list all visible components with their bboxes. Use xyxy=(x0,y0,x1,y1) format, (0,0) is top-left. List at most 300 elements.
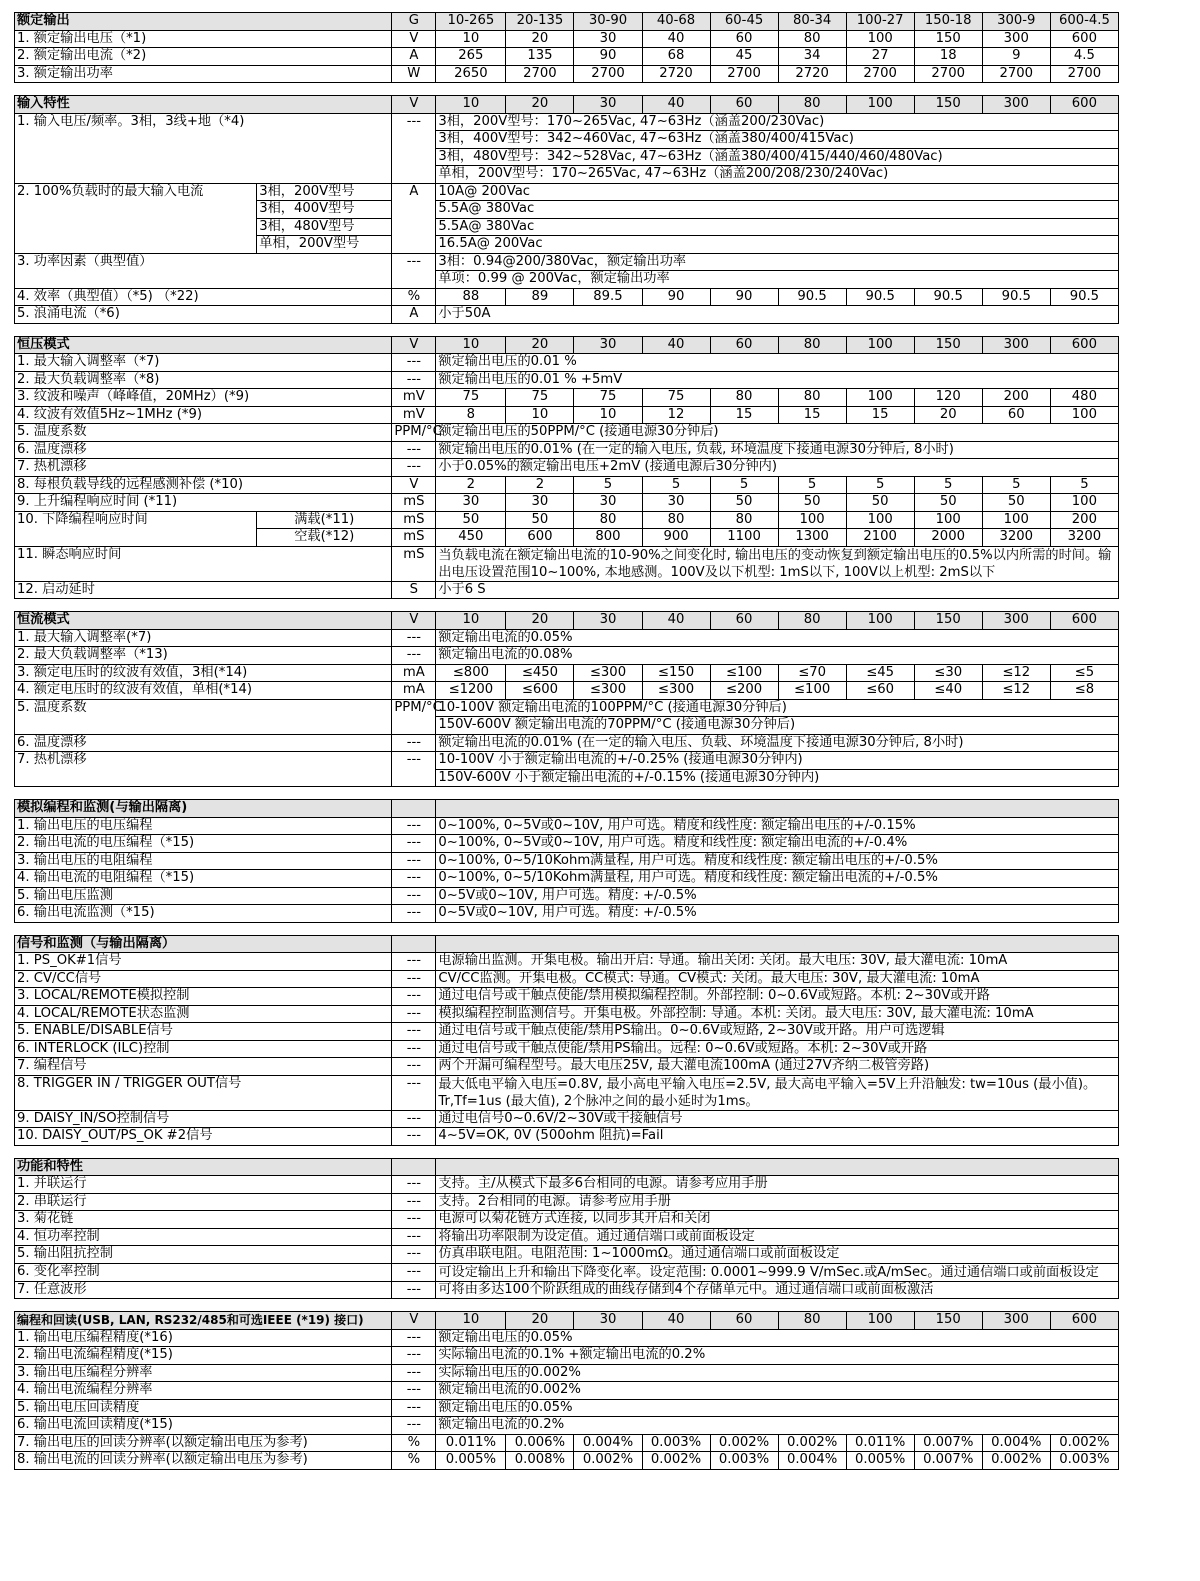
parameter-label: 3. 菊花链 xyxy=(15,1211,392,1229)
spec-row xyxy=(15,511,1119,529)
spec-cell: 2700 xyxy=(710,65,778,83)
spec-cell: ≤8 xyxy=(1050,682,1118,700)
spec-cell: 0.003% xyxy=(710,1452,778,1470)
parameter-label: 9. DAISY_IN/SO控制信号 xyxy=(15,1110,392,1128)
spec-cell: 0~5V或0~10V, 用户可选。精度: +/-0.5% xyxy=(436,905,1119,923)
spec-cell: 80 xyxy=(778,612,846,630)
spec-cell: --- xyxy=(392,1382,436,1400)
spec-cell: 9 xyxy=(982,48,1050,66)
spec-cell: 90.5 xyxy=(914,288,982,306)
spec-cell: 300-9 xyxy=(982,13,1050,31)
spec-cell: W xyxy=(392,65,436,83)
spec-row xyxy=(15,1128,1119,1146)
spec-cell: 100 xyxy=(846,1312,914,1330)
spec-cell: 80 xyxy=(778,336,846,354)
spec-cell: 0.003% xyxy=(642,1434,710,1452)
spec-cell: 额定输出电流的0.08% xyxy=(436,647,1119,665)
spec-table xyxy=(14,611,1119,787)
spec-cell: 2700 xyxy=(1050,65,1118,83)
spec-cell: 300 xyxy=(982,30,1050,48)
spec-row xyxy=(15,852,1119,870)
spec-cell: 通过电信号0~0.6V/2~30V或干接触信号 xyxy=(436,1110,1119,1128)
spec-row xyxy=(15,1058,1119,1076)
parameter-label: 7. 编程信号 xyxy=(15,1058,392,1076)
spec-cell: 100 xyxy=(982,511,1050,529)
spec-cell: S xyxy=(392,581,436,599)
spec-cell: 2100 xyxy=(846,529,914,547)
spec-cell: ≤200 xyxy=(710,682,778,700)
parameter-label: 11. 瞬态响应时间 xyxy=(15,546,392,581)
spec-cell: 2 xyxy=(506,476,574,494)
spec-cell: 5 xyxy=(914,476,982,494)
spec-cell: 3相，200V型号 xyxy=(257,183,392,201)
spec-cell: 0~100%, 0~5/10Kohm满量程, 用户可选。精度和线性度: 额定输出电流的+/-0.5% xyxy=(436,870,1119,888)
spec-row xyxy=(15,905,1119,923)
spec-cell: --- xyxy=(392,817,436,835)
spec-cell: 18 xyxy=(914,48,982,66)
spec-cell: 90.5 xyxy=(778,288,846,306)
spec-cell: 2 xyxy=(436,476,506,494)
spec-cell: V xyxy=(392,336,436,354)
spec-cell: 4~5V=OK, 0V (500ohm 阻抗)=Fail xyxy=(436,1128,1119,1146)
spec-cell: --- xyxy=(392,1128,436,1146)
spec-cell: 10 xyxy=(436,1312,506,1330)
spec-cell: 10-100V 额定输出电流的100PPM/°C (接通电源30分钟后) xyxy=(436,699,1119,717)
spec-cell: 2650 xyxy=(436,65,506,83)
spec-row xyxy=(15,65,1119,83)
spec-cell: --- xyxy=(392,1228,436,1246)
parameter-label: 2. 最大负载调整率（*13) xyxy=(15,647,392,665)
spec-cell: 20 xyxy=(914,406,982,424)
section-header-row xyxy=(15,336,1119,354)
spec-row xyxy=(15,424,1119,442)
spec-row xyxy=(15,1023,1119,1041)
parameter-label: 3. 功率因素（典型值） xyxy=(15,253,392,288)
spec-row xyxy=(15,494,1119,512)
spec-cell: 0.007% xyxy=(914,1452,982,1470)
spec-table xyxy=(14,935,1119,1146)
spec-cell: 2700 xyxy=(914,65,982,83)
spec-cell: 150-18 xyxy=(914,13,982,31)
spec-row xyxy=(15,1434,1119,1452)
spec-cell: 600 xyxy=(1050,30,1118,48)
spec-row xyxy=(15,476,1119,494)
spec-cell: 通过电信号或干触点使能/禁用PS输出。0~0.6V或短路, 2~30V或开路。用户可选逻辑 xyxy=(436,1023,1119,1041)
spec-row xyxy=(15,113,1119,131)
parameter-label: 2. 额定输出电流（*2) xyxy=(15,48,392,66)
parameter-label: 2. 最大负载调整率（*8) xyxy=(15,371,392,389)
parameter-label: 4. LOCAL/REMOTE状态监测 xyxy=(15,1005,392,1023)
spec-cell: CV/CC监测。开集电极。CC模式: 导通。CV模式: 关闭。最大电压: 30V, 最大灌电流: 10mA xyxy=(436,970,1119,988)
spec-row xyxy=(15,1329,1119,1347)
spec-cell: --- xyxy=(392,459,436,477)
spec-cell: 120 xyxy=(914,389,982,407)
spec-cell: 10 xyxy=(436,30,506,48)
spec-cell: 实际输出电压的0.002% xyxy=(436,1364,1119,1382)
spec-row xyxy=(15,406,1119,424)
section-title: 恒压模式 xyxy=(15,336,392,354)
spec-cell: 100 xyxy=(846,30,914,48)
spec-cell: 34 xyxy=(778,48,846,66)
spec-cell: ≤100 xyxy=(710,664,778,682)
spec-cell: A xyxy=(392,183,436,253)
spec-cell: 30 xyxy=(642,494,710,512)
parameter-label: 5. 浪涌电流（*6) xyxy=(15,306,392,324)
spec-cell: 80 xyxy=(710,511,778,529)
spec-cell: --- xyxy=(392,1417,436,1435)
spec-cell: 75 xyxy=(506,389,574,407)
parameter-label: 1. 最大输入调整率(*7) xyxy=(15,629,392,647)
section-header-row xyxy=(15,13,1119,31)
spec-cell: 支持。主/从模式下最多6台相同的电源。请参考应用手册 xyxy=(436,1176,1119,1194)
spec-cell: 80 xyxy=(778,30,846,48)
spec-row xyxy=(15,682,1119,700)
spec-cell: --- xyxy=(392,1281,436,1299)
spec-row xyxy=(15,1417,1119,1435)
spec-row xyxy=(15,629,1119,647)
spec-cell: --- xyxy=(392,752,436,787)
spec-cell: 额定输出电流的0.01% (在一定的输入电压、负载、环境温度下接通电源30分钟后, 8小时) xyxy=(436,734,1119,752)
parameter-label: 3. 输出电压的电阻编程 xyxy=(15,852,392,870)
spec-row xyxy=(15,371,1119,389)
spec-cell: V xyxy=(392,96,436,114)
spec-cell: 60 xyxy=(710,1312,778,1330)
parameter-label: 4. 纹波有效值5Hz~1MHz (*9) xyxy=(15,406,392,424)
spec-cell: 将输出功率限制为设定值。通过通信端口或前面板设定 xyxy=(436,1228,1119,1246)
spec-cell: 0~5V或0~10V, 用户可选。精度: +/-0.5% xyxy=(436,887,1119,905)
spec-row xyxy=(15,1246,1119,1264)
spec-cell: 5 xyxy=(1050,476,1118,494)
spec-cell: --- xyxy=(392,852,436,870)
parameter-label: 6. 输出电流监测（*15) xyxy=(15,905,392,923)
spec-cell: 30 xyxy=(574,96,642,114)
spec-cell: --- xyxy=(392,253,436,288)
spec-cell: PPM/°C xyxy=(392,424,436,442)
spec-cell: 30 xyxy=(436,494,506,512)
spec-cell: 最大低电平输入电压=0.8V, 最小高电平输入电压=2.5V, 最大高电平输入=5V上升沿触发: tw=10us (最小值)。Tr,Tf=1us (最大值), 2个脉冲之间的最小延时为1ms。 xyxy=(436,1075,1119,1110)
spec-cell: 0.002% xyxy=(1050,1434,1118,1452)
spec-cell: 2720 xyxy=(642,65,710,83)
spec-cell: mV xyxy=(392,406,436,424)
spec-cell: 60 xyxy=(710,96,778,114)
spec-cell: 2700 xyxy=(574,65,642,83)
spec-cell: --- xyxy=(392,647,436,665)
spec-cell: ≤300 xyxy=(574,682,642,700)
spec-cell: 88 xyxy=(436,288,506,306)
parameter-label: 2. 串联运行 xyxy=(15,1193,392,1211)
spec-row xyxy=(15,354,1119,372)
spec-cell: 40 xyxy=(642,612,710,630)
spec-cell: ≤45 xyxy=(846,664,914,682)
spec-cell: 150 xyxy=(914,336,982,354)
spec-row xyxy=(15,988,1119,1006)
parameter-label: 8. 输出电流的回读分辨率(以额定输出电压为参考) xyxy=(15,1452,392,1470)
spec-cell: 150 xyxy=(914,30,982,48)
spec-cell: 300 xyxy=(982,612,1050,630)
spec-cell: ≤1200 xyxy=(436,682,506,700)
spec-row xyxy=(15,48,1119,66)
parameter-label: 3相，480V型号：342~528Vac, 47~63Hz（涵盖380/400/415/440/460/480Vac) xyxy=(436,148,1119,166)
spec-cell: 100 xyxy=(846,96,914,114)
spec-cell: ≤12 xyxy=(982,682,1050,700)
parameter-label: 1. 输出电压的电压编程 xyxy=(15,817,392,835)
spec-cell: 600 xyxy=(506,529,574,547)
spec-cell: --- xyxy=(392,887,436,905)
parameter-label: 9. 上升编程响应时间 (*11) xyxy=(15,494,392,512)
spec-cell: --- xyxy=(392,1176,436,1194)
spec-cell: 20 xyxy=(506,336,574,354)
spec-cell: 额定输出电压的0.05% xyxy=(436,1399,1119,1417)
spec-cell: --- xyxy=(392,1023,436,1041)
spec-cell: 40 xyxy=(642,336,710,354)
spec-cell: 3相：0.94@200/380Vac，额定输出功率 xyxy=(436,253,1119,271)
spec-cell: 小于6 S xyxy=(436,581,1119,599)
spec-cell: 27 xyxy=(846,48,914,66)
spec-cell: 5.5A@ 380Vac xyxy=(436,201,1119,219)
spec-cell: 电源输出监测。开集电极。输出开启: 导通。输出关闭: 关闭。最大电压: 30V, 最大灌电流: 10mA xyxy=(436,953,1119,971)
parameter-label: 3相，400V型号 xyxy=(257,201,392,219)
spec-cell: 200 xyxy=(1050,511,1118,529)
spec-cell: ≤30 xyxy=(914,664,982,682)
spec-cell: mS xyxy=(392,529,436,547)
spec-cell: --- xyxy=(392,1075,436,1110)
spec-cell: --- xyxy=(392,1347,436,1365)
spec-cell: 600 xyxy=(1050,96,1118,114)
spec-cell: mA xyxy=(392,682,436,700)
spec-cell: 80 xyxy=(710,389,778,407)
spec-row xyxy=(15,1110,1119,1128)
spec-cell: mS xyxy=(392,511,436,529)
spec-row xyxy=(15,183,1119,201)
spec-cell: --- xyxy=(392,1193,436,1211)
spec-cell: 150 xyxy=(914,1312,982,1330)
spec-cell: 3200 xyxy=(982,529,1050,547)
spec-cell: % xyxy=(392,288,436,306)
spec-cell: 50 xyxy=(778,494,846,512)
spec-cell: 90 xyxy=(710,288,778,306)
spec-row xyxy=(15,817,1119,835)
spec-cell: 当负载电流在额定输出电流的10-90%之间变化时, 输出电压的变动恢复到额定输出电压的0.5%以内所需的时间。输出电压设置范围10~100%, 本地感测。100V及以下机型: 1mS以下, 100V以上机型: 2mS以下 xyxy=(436,546,1119,581)
spec-cell: ≤12 xyxy=(982,664,1050,682)
section-title: 输入特性 xyxy=(15,96,392,114)
spec-cell: --- xyxy=(392,1110,436,1128)
spec-cell: 150 xyxy=(914,96,982,114)
spec-cell: 2000 xyxy=(914,529,982,547)
spec-cell: mS xyxy=(392,546,436,581)
parameter-label: 150V-600V 小于额定输出电流的+/-0.15% (接通电源30分钟内) xyxy=(436,769,1119,787)
spec-row xyxy=(15,1347,1119,1365)
spec-cell: 600 xyxy=(1050,336,1118,354)
spec-cell: ≤300 xyxy=(574,664,642,682)
parameter-label: 5. 温度系数 xyxy=(15,424,392,442)
spec-cell: --- xyxy=(392,734,436,752)
spec-row xyxy=(15,1211,1119,1229)
parameter-label: 1. 并联运行 xyxy=(15,1176,392,1194)
spec-cell: 45 xyxy=(710,48,778,66)
spec-cell: 100 xyxy=(846,389,914,407)
spec-cell: 30 xyxy=(506,494,574,512)
spec-cell: 可将由多达100个阶跃组成的曲线存储到4个存储单元中。通过通信端口或前面板激活 xyxy=(436,1281,1119,1299)
spec-cell: 10 xyxy=(436,612,506,630)
section-title: 功能和特性 xyxy=(15,1158,392,1176)
spec-table xyxy=(14,12,1119,83)
spec-cell: 额定输出电流的0.002% xyxy=(436,1382,1119,1400)
parameter-label: 单相，200V型号：170~265Vac, 47~63Hz（涵盖200/208/230/240Vac) xyxy=(436,166,1119,184)
spec-row xyxy=(15,1382,1119,1400)
spec-row xyxy=(15,441,1119,459)
spec-cell: 0.002% xyxy=(982,1452,1050,1470)
spec-cell: 20 xyxy=(506,96,574,114)
spec-cell: 0.002% xyxy=(778,1434,846,1452)
spec-cell: 10 xyxy=(506,406,574,424)
parameter-label: 7. 输出电压的回读分辨率(以额定输出电压为参考) xyxy=(15,1434,392,1452)
spec-cell xyxy=(392,935,436,953)
spec-cell: 80 xyxy=(778,389,846,407)
spec-cell: 8 xyxy=(436,406,506,424)
spec-cell: 两个开漏可编程型号。最大电压25V, 最大灌电流100mA (通过27V齐纳二极管旁路) xyxy=(436,1058,1119,1076)
parameter-label: 1. PS_OK#1信号 xyxy=(15,953,392,971)
spec-cell: 2700 xyxy=(506,65,574,83)
spec-cell: 50 xyxy=(846,494,914,512)
spec-cell: 40-68 xyxy=(642,13,710,31)
spec-row xyxy=(15,664,1119,682)
spec-cell: 模拟编程控制监测信号。开集电极。外部控制: 导通。本机: 关闭。最大电压: 30V, 最大灌电流: 10mA xyxy=(436,1005,1119,1023)
spec-cell: 300 xyxy=(982,1312,1050,1330)
spec-cell: 3相，200V型号：170~265Vac, 47~63Hz（涵盖200/230Vac) xyxy=(436,113,1119,131)
section-header-row xyxy=(15,96,1119,114)
spec-cell: 40 xyxy=(642,96,710,114)
spec-cell: 16.5A@ 200Vac xyxy=(436,236,1119,254)
spec-row xyxy=(15,970,1119,988)
spec-row xyxy=(15,581,1119,599)
spec-cell: 电源可以菊花链方式连接, 以同步其开启和关闭 xyxy=(436,1211,1119,1229)
spec-row xyxy=(15,459,1119,477)
spec-cell: 5 xyxy=(778,476,846,494)
spec-cell: 4.5 xyxy=(1050,48,1118,66)
spec-cell: 额定输出电压的0.05% xyxy=(436,1329,1119,1347)
spec-cell: 小于0.05%的额定输出电压+2mV (接通电源后30分钟内) xyxy=(436,459,1119,477)
spec-cell: --- xyxy=(392,1211,436,1229)
spec-cell: 100 xyxy=(1050,494,1118,512)
parameter-label: 1. 额定输出电压（*1) xyxy=(15,30,392,48)
parameter-label: 3相，480V型号 xyxy=(257,218,392,236)
spec-cell: ≤100 xyxy=(778,682,846,700)
spec-cell xyxy=(392,1158,436,1176)
spec-row xyxy=(15,835,1119,853)
spec-cell: 额定输出电压的0.01% (在一定的输入电压, 负载, 环境温度下接通电源30分钟后, 8小时) xyxy=(436,441,1119,459)
spec-cell: 0.002% xyxy=(710,1434,778,1452)
spec-cell: 89 xyxy=(506,288,574,306)
spec-cell: --- xyxy=(392,1364,436,1382)
section-header-row xyxy=(15,1312,1119,1330)
parameter-label: 10. 下降编程响应时间 xyxy=(15,511,257,546)
spec-cell: 89.5 xyxy=(574,288,642,306)
spec-cell: 90.5 xyxy=(982,288,1050,306)
spec-cell: PPM/°C xyxy=(392,699,436,734)
spec-row xyxy=(15,887,1119,905)
spec-cell: 40 xyxy=(642,1312,710,1330)
parameter-label: 8. TRIGGER IN / TRIGGER OUT信号 xyxy=(15,1075,392,1110)
spec-cell: 100 xyxy=(914,511,982,529)
spec-cell: --- xyxy=(392,1005,436,1023)
spec-cell: --- xyxy=(392,1329,436,1347)
parameter-label: 单项：0.99 @ 200Vac，额定输出功率 xyxy=(436,271,1119,289)
spec-cell: 10-265 xyxy=(436,13,506,31)
spec-cell: 60-45 xyxy=(710,13,778,31)
spec-cell: ≤70 xyxy=(778,664,846,682)
spec-cell: --- xyxy=(392,953,436,971)
parameter-label: 2. CV/CC信号 xyxy=(15,970,392,988)
spec-row xyxy=(15,870,1119,888)
parameter-label: 10. DAISY_OUT/PS_OK #2信号 xyxy=(15,1128,392,1146)
spec-cell: 额定输出电流的0.2% xyxy=(436,1417,1119,1435)
spec-row xyxy=(15,389,1119,407)
spec-cell: V xyxy=(392,476,436,494)
spec-cell: 额定输出电流的0.05% xyxy=(436,629,1119,647)
spec-row xyxy=(15,752,1119,770)
spec-cell: 80 xyxy=(778,96,846,114)
spec-cell: 0.002% xyxy=(642,1452,710,1470)
spec-cell: --- xyxy=(392,1263,436,1281)
spec-cell: % xyxy=(392,1452,436,1470)
spec-cell: 100 xyxy=(1050,406,1118,424)
section-title: 编程和回读(USB, LAN, RS232/485和可选IEEE (*19) 接口) xyxy=(15,1312,392,1330)
spec-cell: 1100 xyxy=(710,529,778,547)
spec-cell: 50 xyxy=(982,494,1050,512)
spec-cell: 90.5 xyxy=(846,288,914,306)
spec-table xyxy=(14,1311,1119,1470)
spec-cell: 50 xyxy=(506,511,574,529)
spec-row xyxy=(15,734,1119,752)
spec-cell: --- xyxy=(392,371,436,389)
parameter-label: 4. 输出电流编程分辨率 xyxy=(15,1382,392,1400)
spec-cell: 仿真串联电阻。电阻范围: 1~1000mΩ。通过通信端口或前面板设定 xyxy=(436,1246,1119,1264)
spec-cell xyxy=(436,935,1119,953)
spec-row xyxy=(15,288,1119,306)
spec-cell: 10 xyxy=(436,96,506,114)
parameter-label: 5. 温度系数 xyxy=(15,699,392,734)
spec-cell: --- xyxy=(392,629,436,647)
spec-cell: 600 xyxy=(1050,612,1118,630)
spec-cell xyxy=(436,1158,1119,1176)
spec-cell: 135 xyxy=(506,48,574,66)
spec-cell: 15 xyxy=(846,406,914,424)
spec-cell: 10A@ 200Vac xyxy=(436,183,1119,201)
spec-table xyxy=(14,336,1119,600)
spec-cell: 5 xyxy=(642,476,710,494)
spec-cell: 40 xyxy=(642,30,710,48)
parameter-label: 空载(*12) xyxy=(257,529,392,547)
spec-cell: 可设定输出上升和输出下降变化率。设定范围: 0.0001~999.9 V/mSec.或A/mSec。通过通信端口或前面板设定 xyxy=(436,1263,1119,1281)
spec-row xyxy=(15,953,1119,971)
spec-row xyxy=(15,1228,1119,1246)
spec-row xyxy=(15,546,1119,581)
spec-cell: 150 xyxy=(914,612,982,630)
spec-cell: 100 xyxy=(846,612,914,630)
section-header-row xyxy=(15,612,1119,630)
spec-cell: 2700 xyxy=(982,65,1050,83)
spec-cell: --- xyxy=(392,905,436,923)
spec-cell: 支持。2台相同的电源。请参考应用手册 xyxy=(436,1193,1119,1211)
spec-cell: 75 xyxy=(642,389,710,407)
spec-cell: 600-4.5 xyxy=(1050,13,1118,31)
spec-row xyxy=(15,1281,1119,1299)
parameter-label: 6. INTERLOCK (ILC)控制 xyxy=(15,1040,392,1058)
section-title: 额定输出 xyxy=(15,13,392,31)
section-header-row xyxy=(15,935,1119,953)
spec-cell: ≤40 xyxy=(914,682,982,700)
spec-cell: V xyxy=(392,1312,436,1330)
